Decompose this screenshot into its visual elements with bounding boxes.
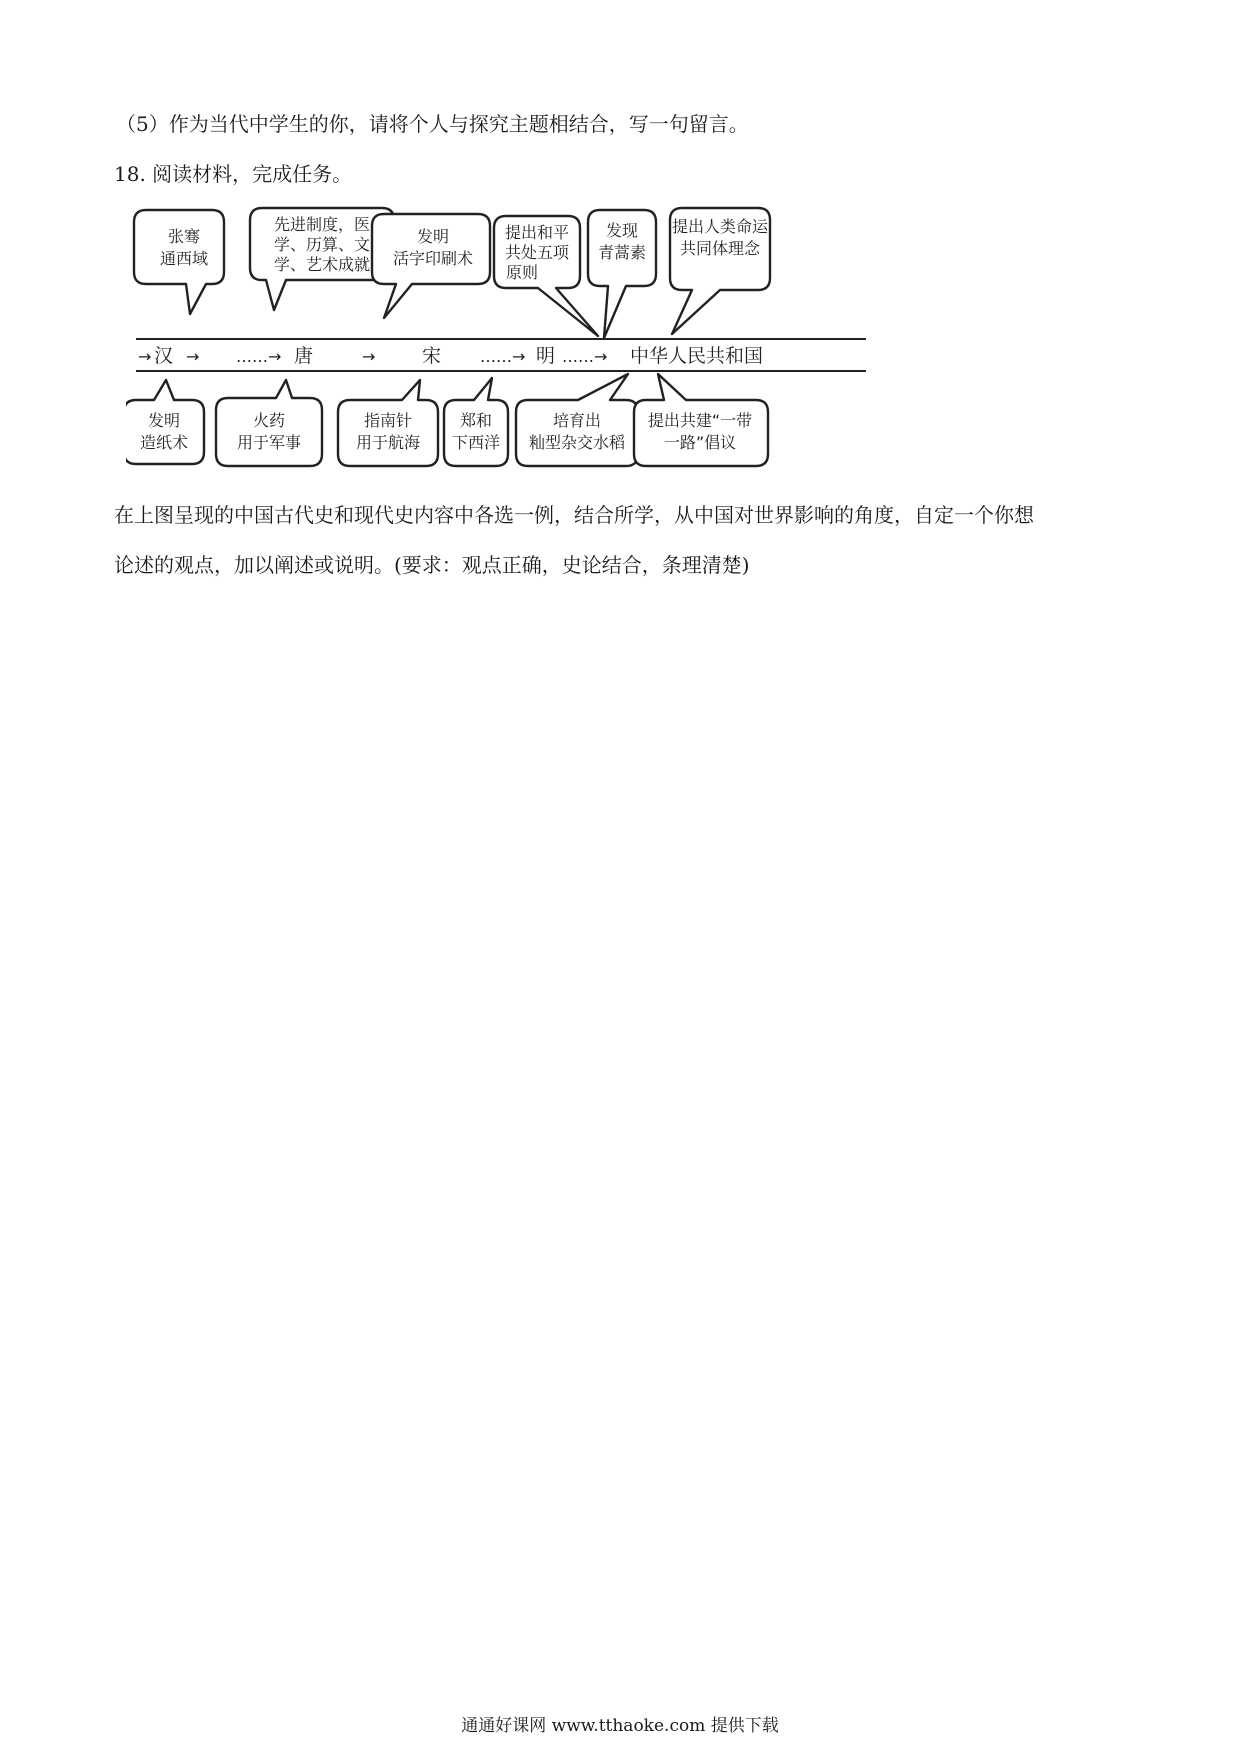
top-box-tang-line1: 先进制度，医 [273, 215, 371, 234]
top-box-tang-line3: 学、艺术成就 [273, 255, 371, 274]
bottom-box-hybrid-rice-line1: 培育出 [552, 411, 602, 430]
bottom-box-zheng-he-line2: 下西洋 [451, 433, 501, 452]
era-song: 宋 [422, 345, 442, 367]
top-box-shared-future-line1: 提出人类命运 [671, 217, 769, 236]
bottom-box-hybrid-rice [516, 374, 638, 466]
connector-arrow: → [362, 347, 376, 366]
bottom-box-belt-and-road-line1: 提出共建“一带 [647, 411, 753, 430]
bottom-box-compass-line1: 指南针 [363, 411, 413, 430]
top-box-artemisinin-line1: 发现 [605, 221, 639, 240]
connector-arrow: ……→ [236, 347, 282, 366]
top-box-shared-future [670, 208, 770, 334]
connector-arrow: → [138, 347, 152, 366]
question-5-text: （5）作为当代中学生的你，请将个人与探究主题相结合，写一句留言。 [116, 112, 749, 136]
history-timeline-diagram [126, 204, 870, 472]
top-box-artemisinin [588, 210, 656, 338]
top-box-five-principles-line2: 共处五项 [504, 243, 570, 262]
bottom-box-compass [338, 380, 438, 466]
task-prompt-line-1: 在上图呈现的中国古代史和现代史内容中各选一例，结合所学，从中国对世界影响的角度，自定一个你想 [114, 503, 1034, 527]
page-footer: 通通好课网 www.tthaoke.com 提供下载 [461, 1716, 779, 1736]
connector-arrow: → [186, 347, 200, 366]
bottom-box-gunpowder [216, 380, 322, 466]
top-box-movable-type-line2: 活字印刷术 [392, 249, 474, 268]
era-prc: 中华人民共和国 [630, 345, 764, 367]
bottom-box-zheng-he [444, 378, 508, 466]
top-box-zhang-qian-line1: 张骞 [167, 227, 201, 246]
bottom-box-compass-line2: 用于航海 [355, 433, 421, 452]
bottom-box-papermaking-line1: 发明 [147, 411, 181, 430]
top-box-zhang-qian [134, 210, 224, 314]
top-box-five-principles [494, 216, 598, 336]
bottom-box-belt-and-road-line2: 一路”倡议 [663, 433, 737, 452]
bottom-box-hybrid-rice-line2: 籼型杂交水稻 [528, 433, 626, 452]
top-box-five-principles-line1: 提出和平 [504, 223, 570, 242]
bottom-box-papermaking-line2: 造纸术 [139, 433, 189, 452]
era-han: 汉 [154, 345, 174, 367]
bottom-box-zheng-he-line1: 郑和 [459, 411, 493, 430]
connector-arrow: ……→ [480, 347, 526, 366]
top-box-movable-type [372, 214, 490, 318]
bottom-box-belt-and-road [634, 374, 768, 466]
task-prompt-line-2: 论述的观点，加以阐述或说明。(要求：观点正确，史论结合，条理清楚) [114, 553, 750, 577]
bottom-box-papermaking [126, 380, 204, 464]
connector-arrow: ……→ [562, 347, 608, 366]
top-box-five-principles-line3: 原则 [505, 263, 539, 282]
top-box-tang-line2: 学、历算、文 [273, 235, 371, 254]
question-18-title: 18. 阅读材料，完成任务。 [114, 162, 353, 186]
top-box-artemisinin-line2: 青蒿素 [597, 243, 647, 262]
era-tang: 唐 [294, 345, 314, 367]
bottom-box-gunpowder-line1: 火药 [252, 411, 286, 430]
top-box-movable-type-line1: 发明 [416, 227, 450, 246]
era-ming: 明 [536, 345, 556, 367]
top-box-zhang-qian-line2: 通西域 [159, 249, 209, 268]
top-box-shared-future-line2: 共同体理念 [679, 239, 761, 258]
bottom-box-gunpowder-line2: 用于军事 [236, 433, 302, 452]
